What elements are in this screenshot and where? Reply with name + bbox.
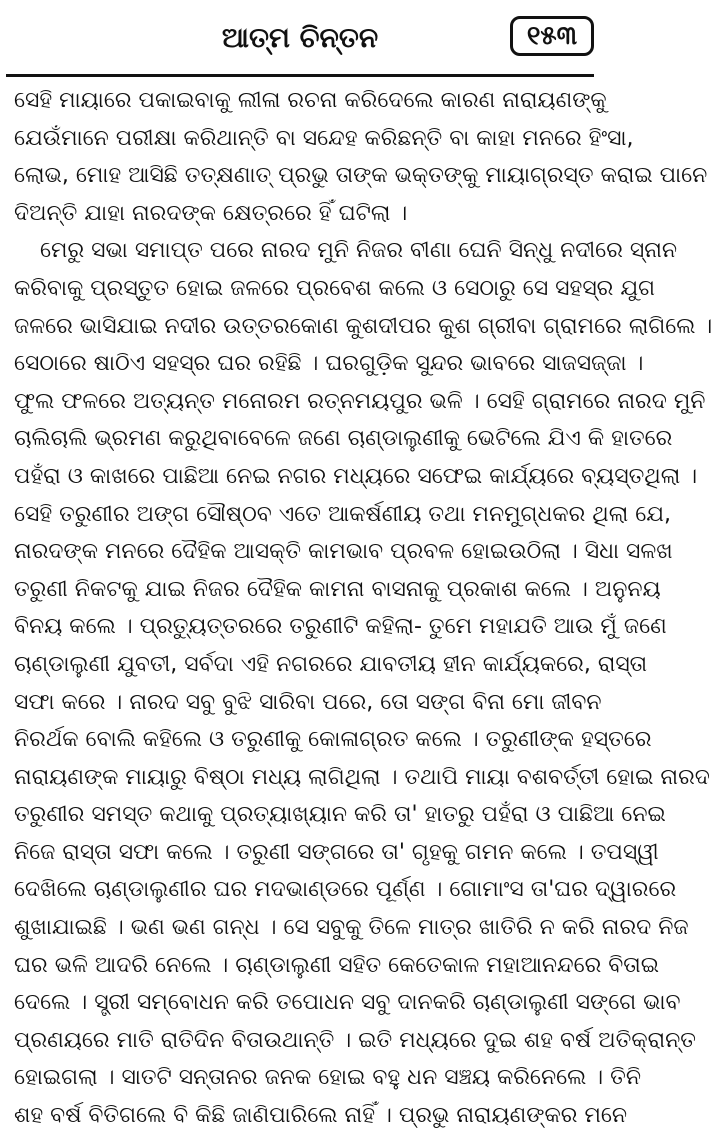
body-text bbox=[14, 82, 712, 1129]
text-line: ହୋଇଗଲା । ସାତଟି ସନ୍ତାନର ଜନକ ହୋଇ ବହୁ ଧନ ସଞ୍ଚୟ କରିନେଲେ । ତିନି bbox=[14, 1065, 641, 1091]
text-line: ଲୋଭ, ମୋହ ଆସିଛି ତତ୍‌କ୍ଷଣାତ୍ ପ୍ରଭୁ ତାଙ୍କ ଭକ୍ତଙ୍କୁ ମାୟାଗ୍ରସ୍ତ କରାଇ ପାନେ bbox=[14, 163, 708, 189]
text-line: ଘର ଭଳି ଆଦରି ନେଲେ । ଚାଣ୍ଡାଲୁଣୀ ସହିତ କେତେକାଳ ମହାଆନନ୍ଦରେ ବିତାଇ bbox=[14, 952, 660, 978]
page-header bbox=[0, 0, 600, 78]
text-line: ଯେଉଁମାନେ ପରୀକ୍ଷା କରିଥାନ୍ତି ବା ସନ୍ଦେହ କରିଛନ୍ତି ବା କାହା ମନରେ ହିଂସା, bbox=[14, 125, 634, 151]
text-line: ଶୁଖାଯାଇଛି । ଭଣ ଭଣ ଗନ୍ଧ । ସେ ସବୁକୁ ତିଳେ ମାତ୍ର ଖାତିରି ନ କରି ନାରଦ ନିଜ bbox=[14, 915, 689, 941]
text-line: ନାରଦଙ୍କ ମନରେ ଦୈହିକ ଆସକ୍ତି କାମଭାବ ପ୍ରବଳ ହୋଇଉଠିଲା । ସିଧା ସଳଖ bbox=[14, 539, 673, 565]
text-line: ଜଳରେ ଭାସିଯାଇ ନଦୀର ଉତ୍ତରକୋଣ କୁଶଦୀପର କୁଶ ଗ୍ରୀବା ଗ୍ରାମରେ ଲାଗିଲେ । bbox=[14, 313, 712, 339]
text-line: ନାରାୟଣଙ୍କ ମାୟାରୁ ବିଷ୍ଠା ମଧ୍ୟ ଲାଗିଥିଲା । ତଥାପି ମାୟା ବଶବର୍ତ୍ତୀ ହୋଇ ନାରଦ bbox=[14, 764, 710, 790]
text-line: ସଫା କରେ । ନାରଦ ସବୁ ବୁଝି ସାରିବା ପରେ, ତୋ ସଙ୍ଗ ବିନା ମୋ ଜୀବନ bbox=[14, 689, 602, 715]
text-line: ମେରୁ ସଭା ସମାପ୍ତ ପରେ ନାରଦ ମୁନି ନିଜର ବୀଣା ଘେନି ସିନ୍ଧୁ ନଦୀରେ ସ୍ନାନ bbox=[40, 238, 678, 264]
page-number-badge: ୧୫୩ bbox=[510, 16, 594, 56]
text-line: ସେହି ତରୁଣୀର ଅଙ୍ଗ ସୌଷ୍ଠବ ଏତେ ଆକର୍ଷଣୀୟ ତଥା ମନମୁଗ୍ଧକର ଥିଲା ଯେ, bbox=[14, 501, 672, 527]
text-line: କରିବାକୁ ପ୍ରସ୍ତୁତ ହୋଇ ଜଳରେ ପ୍ରବେଶ କଲେ ଓ ସେଠାରୁ ସେ ସହସ୍ର ଯୁଗ bbox=[14, 275, 656, 301]
text-line: ଚାଲିଚାଲି ଭ୍ରମଣ କରୁଥିବାବେଳେ ଜଣେ ଚାଣ୍ଡାଲୁଣୀକୁ ଭେଟିଲେ ଯିଏ କି ହାତରେ bbox=[14, 426, 673, 452]
text-line: ନିଜେ ରାସ୍ତା ସଫା କଲେ । ତରୁଣୀ ସଙ୍ଗରେ ତା' ଗୃହକୁ ଗମନ କଲେ । ତପସ୍ୱୀ bbox=[14, 839, 659, 865]
text-line: ସେଠାରେ ଷାଠିଏ ସହସ୍ର ଘର ରହିଛି । ଘରଗୁଡ଼ିକ ସୁନ୍ଦର ଭାବରେ ସାଜସଜ୍ଜା । bbox=[14, 351, 644, 377]
text-line: ତରୁଣୀ ନିକଟକୁ ଯାଇ ନିଜର ଦୈହିକ କାମନା ବାସନାକୁ ପ୍ରକାଶ କଲେ । ଅନୁନୟ bbox=[14, 576, 661, 602]
text-line: ନିରର୍ଥକ ବୋଲି କହିଲେ ଓ ତରୁଣୀକୁ କୋଳାଗ୍ରତ କଲେ । ତରୁଣୀଙ୍କ ହସ୍ତରେ bbox=[14, 727, 652, 753]
text-line: ପହଁରା ଓ କାଖରେ ପାଛିଆ ନେଇ ନଗର ମଧ୍ୟରେ ସଫେଇ କାର୍ଯ୍ୟରେ ବ୍ୟସ୍ତଥିଲା । bbox=[14, 463, 698, 489]
text-line: ଦିଅନ୍ତି ଯାହା ନାରଦଙ୍କ କ୍ଷେତ୍ରରେ ହିଁ ଘଟିଲା । bbox=[14, 200, 408, 226]
text-line: ପ୍ରଣୟରେ ମାତି ରାତିଦିନ ବିତାଉଥାନ୍ତି । ଇତି ମଧ୍ୟରେ ଦୁଇ ଶହ ବର୍ଷ ଅତିକ୍ରାନ୍ତ bbox=[14, 1027, 696, 1053]
text-line: ଫୁଲ ଫଳରେ ଅତ୍ୟନ୍ତ ମନୋରମ ରତ୍ନମୟପୁର ଭଳି । ସେହି ଗ୍ରାମରେ ନାରଦ ମୁନି bbox=[14, 388, 706, 414]
text-line: ଦେଖିଲେ ଚାଣ୍ଡାଲୁଣୀର ଘର ମଦଭାଣ୍ଡରେ ପୂର୍ଣ୍ଣ । ଗୋମାଂସ ତା'ଘର ଦ୍ୱାରରେ bbox=[14, 877, 677, 903]
text-line: ଚାଣ୍ଡାଲୁଣୀ ଯୁବତୀ, ସର୍ବଦା ଏହି ନଗରରେ ଯାବତୀୟ ହୀନ କାର୍ଯ୍ୟକରେ, ରାସ୍ତା bbox=[14, 651, 648, 677]
text-line: ବିନୟ କଲେ । ପ୍ରତ୍ୟୁତ୍ତରରେ ତରୁଣୀଟି କହିଲା- ତୁମେ ମହାଯତି ଆଉ ମୁଁ ଜଣେ bbox=[14, 614, 667, 640]
text-line: ଶହ ବର୍ଷ ବିତିଗଲେ ବି କିଛି ଜାଣିପାରିଲେ ନାହିଁ । ପ୍ରଭୁ ନାରାୟଣଙ୍କର ମନେ bbox=[14, 1103, 628, 1129]
text-line: ତରୁଣୀର ସମସ୍ତ କଥାକୁ ପ୍ରତ୍ୟାଖ୍ୟାନ କରି ତା' ହାତରୁ ପହଁରା ଓ ପାଛିଆ ନେଇ bbox=[14, 802, 666, 828]
text-line: ସେହି ମାୟାରେ ପକାଇବାକୁ ଲୀଳା ରଚନା କରିଦେଲେ କାରଣ ନାରାୟଣଙ୍କୁ bbox=[14, 88, 607, 113]
header-divider bbox=[6, 74, 594, 77]
text-line: ଦେଲେ । ସ୍ତ୍ରୀ ସମ୍ବୋଧନ କରି ତପୋଧନ ସବୁ ଦାନକରି ଚାଣ୍ଡାଲୁଣୀ ସଙ୍ଗେ ଭାବ bbox=[14, 990, 681, 1016]
page-title: ଆତ୍ମ ଚିନ୍ତନ bbox=[221, 21, 379, 54]
